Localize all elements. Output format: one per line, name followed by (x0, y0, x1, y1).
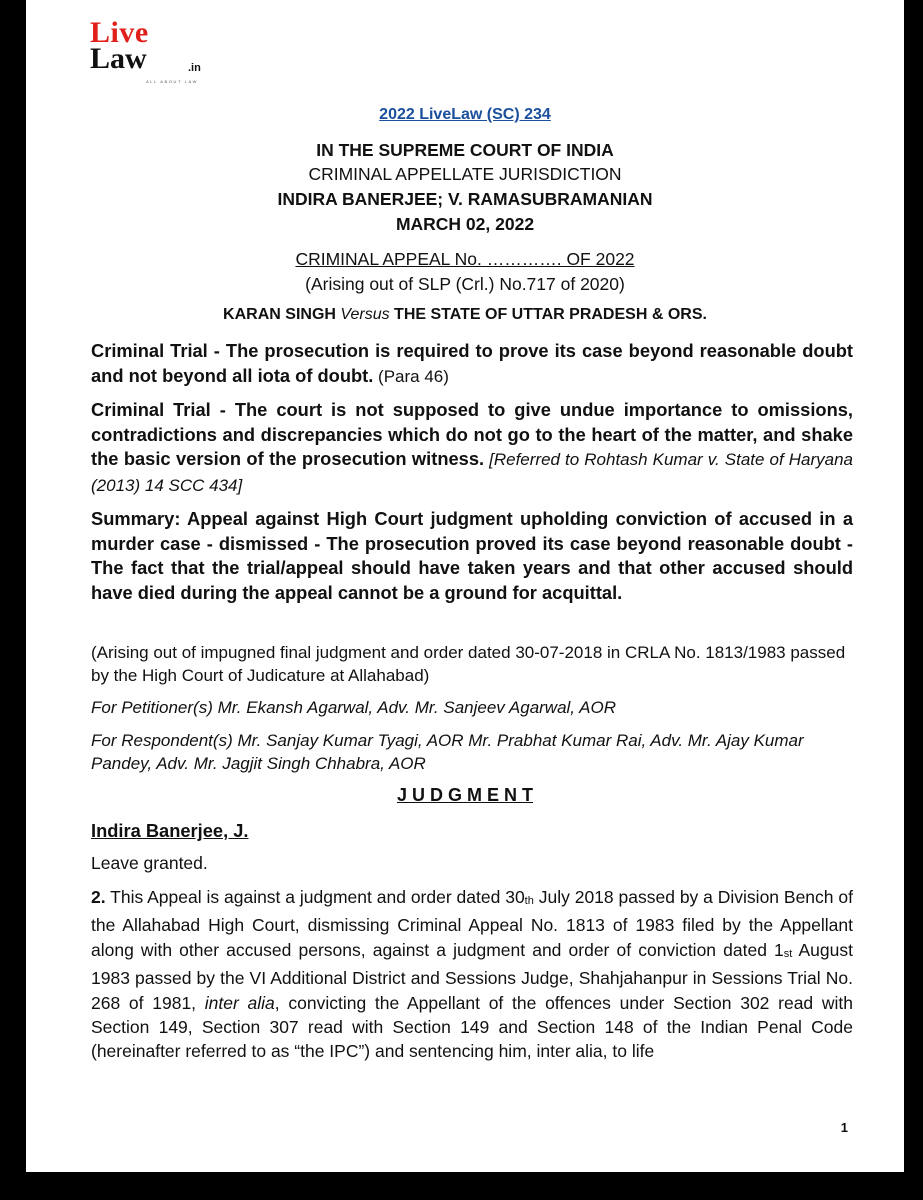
judgment-heading: J U D G M E N T (396, 785, 533, 805)
paragraph-2 (91, 885, 853, 1064)
jurisdiction: CRIMINAL APPELLATE JURISDICTION (308, 164, 622, 184)
headnote-2-text: Criminal Trial - The court is not supposed to give undue importance to omissions, contradictions and discrepancies which do not go to the heart of the matter, and shake the basic version of the prosecution witness. (91, 399, 853, 469)
ordinal-suffix: th (524, 895, 534, 907)
respondent-party: THE STATE OF UTTAR PRADESH & ORS. (394, 306, 707, 323)
petitioner-party: KARAN SINGH (223, 306, 336, 323)
appeal-number: CRIMINAL APPEAL No. …………. OF 2022 (295, 249, 635, 269)
judge-name: Indira Banerjee, J. (91, 820, 249, 841)
livelaw-logo (90, 16, 250, 84)
parties (26, 306, 904, 324)
paragraph-2-text-a: This Appeal is against a judgment and order dated 30 (105, 887, 525, 907)
court-name: IN THE SUPREME COURT OF INDIA (316, 140, 614, 160)
headnote-2-ref: [Referred to Rohtash Kumar v. State of Haryana (2013) 14 SCC 434] (91, 450, 853, 495)
logo-domain-text: .in (188, 62, 201, 74)
paragraph-2-text-d: , convicting the Appellant of the offences under Section 302 read with Section 149, Section 307 read with Section 149 and Section 148 of the Indian Penal Code (hereinafter referred to as “the IPC”) and sentencing him, inter alia, to life (91, 992, 854, 1062)
logo-live-text: Live (90, 16, 149, 49)
versus-text: Versus (340, 306, 390, 323)
paragraph-number: 2. (91, 887, 106, 907)
decision-date: MARCH 02, 2022 (395, 214, 535, 234)
ordinal-suffix: st (783, 947, 793, 960)
respondent-counsel: For Respondent(s) Mr. Sanjay Kumar Tyagi, AOR Mr. Prabhat Kumar Rai, Adv. Mr. Ajay Kumar Pandey, Adv. Mr. Jagjit Singh Chhabra, AOR (91, 731, 804, 773)
bench: INDIRA BANERJEE; V. RAMASUBRAMANIAN (277, 189, 653, 209)
headnote-2 (91, 398, 853, 498)
arising-out-of: (Arising out of SLP (Crl.) No.717 of 2020) (305, 274, 625, 294)
headnote-1 (91, 339, 853, 389)
document-page (26, 0, 904, 1172)
paragraph-2-italic: inter alia (204, 992, 275, 1013)
paragraph-2-text-b: July 2018 passed by a Division Bench of the Allahabad High Court, dismissing Criminal Appeal No. 1813 of 1983 filed by the Appellant along with other accused persons, against a judgment and order of conviction dated 1 (91, 887, 853, 960)
page-number: 1 (840, 1120, 848, 1135)
headnote-1-ref: (Para 46) (373, 366, 449, 386)
impugned-order-origin: (Arising out of impugned final judgment and order dated 30-07-2018 in CRLA No. 1813/1983 passed by the High Court of Judicature at Allahabad) (91, 643, 846, 685)
petitioner-counsel: For Petitioner(s) Mr. Ekansh Agarwal, Adv. Mr. Sanjeev Agarwal, AOR (91, 698, 616, 717)
headnote-1-text: Criminal Trial - The prosecution is required to prove its case beyond reasonable doubt and not beyond all iota of doubt. (91, 340, 853, 386)
logo-tagline: ALL ABOUT LAW (146, 79, 198, 84)
citation-link[interactable]: 2022 LiveLaw (SC) 234 (379, 106, 551, 123)
paragraph-2-text-c: August 1983 passed by the VI Additional District and Sessions Judge, Shahjahanpur in Sessions Trial No. 268 of 1981, (91, 939, 853, 1013)
summary: Summary: Appeal against High Court judgment upholding conviction of accused in a murder case - dismissed - The prosecution proved its case beyond reasonable doubt - The fact that the trial/appeal should have taken years and that other accused should have died during the appeal cannot be a ground for acquittal. (91, 508, 853, 603)
logo-law-text: Law (90, 42, 147, 75)
leave-granted: Leave granted. (91, 853, 208, 873)
